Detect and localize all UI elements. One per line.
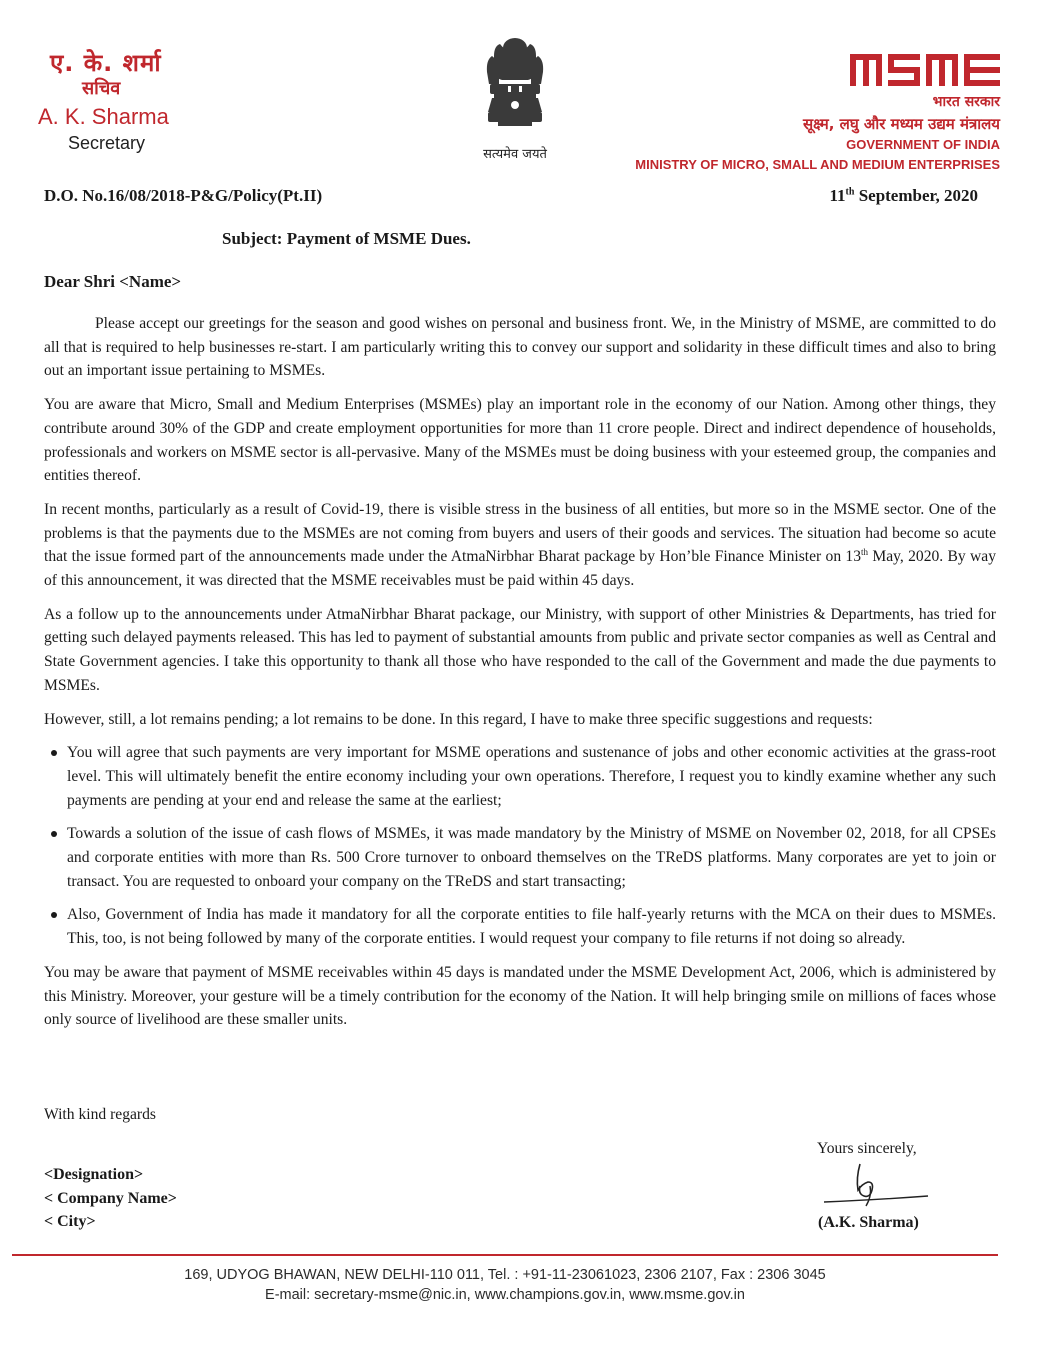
regards: With kind regards (44, 1106, 156, 1123)
msme-logo (850, 54, 1000, 86)
letter-date (829, 186, 978, 206)
government-english: GOVERNMENT OF INDIA (846, 137, 1000, 152)
paragraph-4: As a follow up to the announcements under AtmaNirbhar Bharat package, our Ministry, with support of other Ministries & Departments, has tried for getting such delayed payments released. This has led to payment of substantial amounts from public and private sector companies as well as Central and State Government agencies. I take this opportunity to thank all those who have responded to the call of the Government and made the due payments to MSMEs. (44, 605, 996, 694)
reference-number: D.O. No.16/08/2018-P&G/Policy(Pt.II) (44, 186, 323, 205)
paragraph-2: You are aware that Micro, Small and Medium Enterprises (MSMEs) play an important role in the economy of our Nation. Among other things, they contribute around 30% of the GDP and create employment opportunities for more than 11 crore people. Direct and indirect dependence of households, professionals and workers on MSME sector is all-pervasive. Many of the MSMEs must be doing business with your esteemed group, the companies and entities thereof. (44, 396, 996, 485)
national-emblem (470, 34, 560, 168)
sender-name-hindi: ए. के. शर्मा (50, 49, 162, 77)
paragraph-3-sup: th (861, 547, 869, 558)
date-day: 11 (829, 186, 846, 205)
list-item (44, 741, 996, 812)
paragraph-6: You may be aware that payment of MSME receivables within 45 days is mandated under the MSME Development Act, 2006, which is administered by this Ministry. Moreover, your gesture will be a timely contribution for the economy of the Nation. It will help bringing smile on millions of faces whose only source of livelihood are these smaller units. (44, 963, 996, 1029)
paragraph-3 (44, 498, 996, 593)
list-item (44, 822, 996, 893)
ministry-english: MINISTRY OF MICRO, SMALL AND MEDIUM ENTERPRISES (635, 157, 1000, 172)
paragraph-5: However, still, a lot remains pending; a lot remains to be done. In this regard, I have to make three specific suggestions and requests: (44, 710, 873, 728)
lion-capital-icon (478, 34, 552, 142)
footer-contact: E-mail: secretary-msme@nic.in, www.champions.gov.in, www.msme.gov.in (265, 1287, 745, 1303)
paragraph-3-part-b: May, 2020. By way of this announcement, it was directed that the MSME receivables must be paid within 45 days. (44, 548, 996, 590)
paragraph-3-part-a: In recent months, particularly as a result of Covid-19, there is visible stress in the business of all entities, but more so in the MSME sector. One of the problems is that the payments due to the MSMEs are not coming from buyers and users of their goods and services. The situation had become so acute that the issue formed part of the announcements made under the AtmaNirbhar Bharat package by Hon’ble Finance Minister on 13 (44, 500, 996, 566)
list-item (44, 903, 996, 950)
addressee-designation: <Designation> (44, 1166, 144, 1183)
list-item-text: Towards a solution of the issue of cash flows of MSMEs, it was made mandatory by the Ministry of MSME on November 02, 2018, for all CPSEs and corporate entities with more than Rs. 500 Crore turnover to onboard themselves on the TReDS platforms. Many corporates are yet to join or transact. You are requested to onboard your company on the TReDS and start transacting; (67, 825, 996, 890)
footer-address: 169, UDYOG BHAWAN, NEW DELHI-110 011, Tel. : +91-11-23061023, 2306 2107, Fax : 2306 3045 (184, 1267, 826, 1283)
letter-subject: Subject: Payment of MSME Dues. (222, 229, 471, 248)
emblem-motto: सत्यमेव जयते (483, 147, 547, 162)
sender-name: A. K. Sharma (38, 104, 169, 129)
footer-divider (12, 1254, 998, 1256)
signer-name: (A.K. Sharma) (818, 1214, 919, 1231)
footer (0, 1265, 1010, 1305)
list-item-text: You will agree that such payments are very important for MSME operations and sustenance of jobs and other economic activities at the grass-root level. This will ultimately benefit the entire economy including your own operations. Therefore, I request you to kindly examine whether any such payments are pending at your end and release the same at the earliest; (67, 744, 996, 809)
signature-image (822, 1158, 932, 1212)
list-item-text: Also, Government of India has made it mandatory for all the corporate entities to file half-yearly returns with the MCA on their dues to MSMEs. This, too, is not being followed by many of the corporate entities. I would request your company to file returns if not doing so already. (67, 906, 996, 948)
addressee-city: < City> (44, 1213, 96, 1230)
bullet-icon (51, 831, 57, 837)
date-rest: September, 2020 (854, 186, 978, 205)
closing: Yours sincerely, (817, 1140, 917, 1157)
addressee-block (44, 1163, 177, 1234)
ministry-hindi: सूक्ष्म, लघु और मध्यम उद्यम मंत्रालय (802, 115, 1000, 133)
bullet-icon (51, 912, 57, 918)
government-hindi: भारत सरकार (932, 94, 1000, 110)
sender-title-hindi: सचिव (82, 78, 121, 99)
request-list (44, 741, 996, 951)
salutation: Dear Shri <Name> (44, 272, 182, 291)
addressee-company: < Company Name> (44, 1189, 177, 1207)
bullet-icon (51, 750, 57, 756)
date-suffix: th (845, 186, 855, 198)
sender-title: Secretary (68, 133, 146, 153)
paragraph-1: Please accept our greetings for the season and good wishes on personal and business front. We, in the Ministry of MSME, are committed to do all that is required to help businesses re-start. I am particularly writing this to convey our support and solidarity in these difficult times and also to bring out an important issue pertaining to MSMEs. (44, 315, 996, 380)
letter-body (44, 312, 996, 1042)
